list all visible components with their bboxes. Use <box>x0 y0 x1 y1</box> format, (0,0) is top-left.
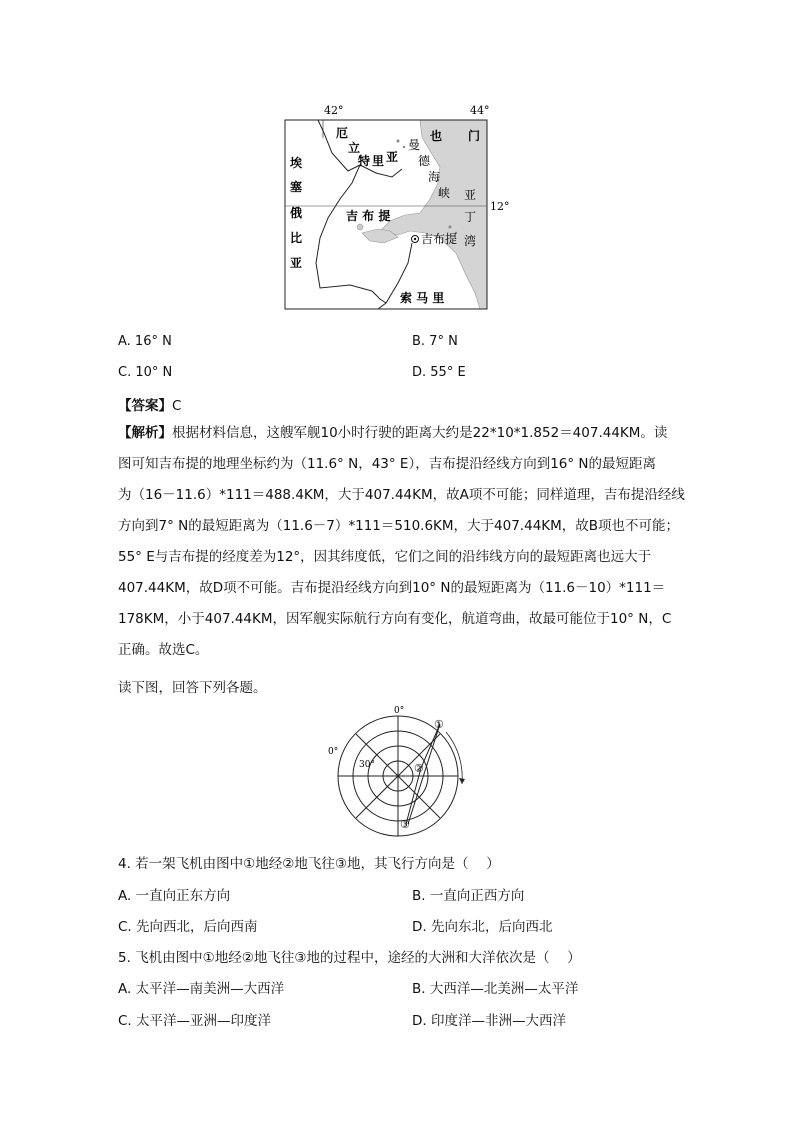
svg-text:俄: 俄 <box>290 206 303 220</box>
analysis-line: 407.44KM，故D项不可能。吉布提沿经线方向到10° N的最短距离为（11.6－10）*111＝ <box>118 580 666 596</box>
q4-option-d[interactable]: D. 先向东北，后向西北 <box>412 919 553 935</box>
analysis-line: 178KM，小于407.44KM，因军舰实际航行方向有变化，航道弯曲，故最可能位于10° N，C <box>118 611 672 627</box>
q4-stem: 4. 若一架飞机由图中①地经②地飞往③地，其飞行方向是（ ） <box>118 856 500 872</box>
svg-text:湾: 湾 <box>464 234 477 248</box>
label-aden <box>464 188 476 248</box>
label-djibouti-city: 吉布提 <box>421 232 458 246</box>
q3-option-b[interactable]: B. 7° N <box>412 334 458 349</box>
lon-44-label: 44° <box>470 104 490 117</box>
rotation-arrow-head <box>459 778 465 784</box>
svg-text:峡: 峡 <box>438 186 451 200</box>
q3-analysis <box>118 418 685 666</box>
djibouti-city-marker <box>412 236 419 243</box>
q4-option-a[interactable]: A. 一直向正东方向 <box>118 888 231 904</box>
analysis-line: 方向到7° N的最短距离为（11.6－7）*111＝510.6KM，大于407.44KM，故B项也不可能； <box>118 518 680 534</box>
svg-text:厄: 厄 <box>336 126 349 140</box>
polar-projection-figure <box>326 702 476 840</box>
label-ethiopia <box>290 155 303 270</box>
analysis-label: 【解析】 <box>118 425 172 441</box>
answer-label: 【答案】 <box>118 398 172 414</box>
djibouti-map <box>280 103 520 315</box>
q5-option-d[interactable]: D. 印度洋—非洲—大西洋 <box>412 1013 566 1029</box>
read-figure-instruction: 读下图，回答下列各题。 <box>118 680 267 696</box>
q4-option-b[interactable]: B. 一直向正西方向 <box>412 888 525 904</box>
q5-option-a[interactable]: A. 太平洋—南美洲—大西洋 <box>118 981 285 997</box>
polar-circle-label: 30° <box>359 760 375 770</box>
svg-text:丁: 丁 <box>464 210 477 224</box>
svg-text:也: 也 <box>430 129 443 143</box>
svg-text:立: 立 <box>348 141 361 155</box>
polar-left-label: 0° <box>328 747 339 757</box>
analysis-line: 55° E与吉布提的经度差为12°，因其纬度低，它们之间的沿纬线方向的最短距离也远大于 <box>118 549 652 565</box>
answer-value: C <box>172 398 182 414</box>
q3-answer <box>118 394 181 414</box>
q3-option-c[interactable]: C. 10° N <box>118 365 173 380</box>
analysis-line: 正确。故选C。 <box>118 642 209 658</box>
svg-text:埃: 埃 <box>290 156 303 170</box>
q5-option-b[interactable]: B. 大西洋—北美洲—太平洋 <box>412 981 579 997</box>
lat-12-label: 12° <box>490 200 510 213</box>
analysis-line: 图可知吉布提的地理坐标约为（11.6° N，43° E），吉布提沿经线方向到16° N的最短距离 <box>118 456 657 472</box>
svg-text:塞: 塞 <box>290 180 303 194</box>
svg-text:曼: 曼 <box>408 138 421 152</box>
label-eritrea <box>336 125 398 168</box>
polar-top-label: 0° <box>394 706 405 716</box>
svg-text:海: 海 <box>428 170 441 184</box>
point-3-label: ③ <box>400 818 410 831</box>
q5-option-c[interactable]: C. 太平洋—亚洲—印度洋 <box>118 1013 272 1029</box>
svg-text:里: 里 <box>372 154 385 168</box>
label-somalia: 索 马 里 <box>400 291 445 305</box>
analysis-line: 为（16－11.6）*111＝488.4KM，大于407.44KM，故A项不可能；同样道理，吉布提沿经线 <box>118 487 685 503</box>
svg-text:德: 德 <box>418 154 431 168</box>
svg-text:亚: 亚 <box>290 256 303 270</box>
border-ethiopia-somalia <box>372 291 386 303</box>
q5-stem: 5. 飞机由图中①地经②地飞往③地的过程中，途经的大洲和大洋依次是（ ） <box>118 950 581 966</box>
q3-option-a[interactable]: A. 16° N <box>118 334 172 349</box>
svg-text:亚: 亚 <box>386 150 399 164</box>
point-2-label: ② <box>414 762 424 775</box>
label-djibouti-country: 吉 布 提 <box>346 209 391 223</box>
svg-text:特: 特 <box>358 154 371 168</box>
q3-option-d[interactable]: D. 55° E <box>412 365 466 380</box>
lon-42-label: 42° <box>324 104 344 117</box>
svg-text:门: 门 <box>468 129 481 143</box>
svg-text:比: 比 <box>290 231 303 245</box>
analysis-line: 根据材料信息，这艘军舰10小时行驶的距离大约是22*10*1.852＝407.44KM。读 <box>172 425 668 441</box>
svg-text:亚: 亚 <box>464 188 477 202</box>
border-eritrea-ethiopia <box>316 120 372 291</box>
q4-option-c[interactable]: C. 先向西北，后向西南 <box>118 919 258 935</box>
point-1-label: ① <box>434 718 444 731</box>
